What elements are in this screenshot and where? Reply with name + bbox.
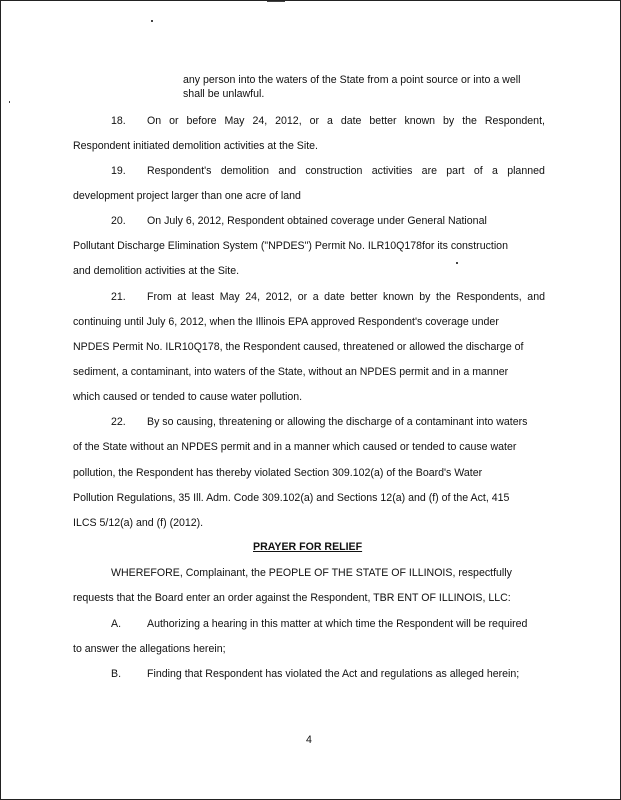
paragraph-number: 20. <box>111 215 126 227</box>
word: a <box>326 115 333 127</box>
relief-item-line: to answer the allegations herein; <box>73 643 226 655</box>
paragraph-line: Respondent initiated demolition activities at the Site. <box>73 140 318 152</box>
scan-speck <box>267 1 285 2</box>
paragraph-line <box>147 115 545 127</box>
word: date <box>340 115 362 127</box>
paragraph-number: 19. <box>111 165 126 177</box>
paragraph-number: 21. <box>111 291 126 303</box>
word: or <box>297 291 308 303</box>
word: and <box>278 165 297 177</box>
word: of <box>473 165 483 177</box>
word: a <box>312 291 319 303</box>
relief-item-letter: A. <box>111 618 122 630</box>
quote-line-2: shall be unlawful. <box>183 88 265 100</box>
word: known <box>383 291 414 303</box>
relief-item-letter: B. <box>111 668 122 680</box>
word: or <box>309 115 320 127</box>
paragraph-line: continuing until July 6, 2012, when the Illinois EPA approved Respondent's coverage under <box>73 316 499 328</box>
word: date <box>324 291 345 303</box>
paragraph-line: development project larger than one acre of land <box>73 190 301 202</box>
word: Respondent's <box>147 165 212 177</box>
word: May <box>224 115 245 127</box>
word: at <box>177 291 187 303</box>
word: Respondents, <box>456 291 522 303</box>
paragraph-number: 22. <box>111 416 126 428</box>
word: least <box>191 291 215 303</box>
word: construction <box>305 165 363 177</box>
word: better <box>369 115 397 127</box>
paragraph-line <box>147 165 545 177</box>
word: On <box>147 115 162 127</box>
word: demolition <box>220 165 270 177</box>
word: are <box>421 165 437 177</box>
word: 24, <box>252 115 268 127</box>
scan-speck <box>456 262 458 264</box>
paragraph-line: Pollution Regulations, 35 Ill. Adm. Code 309.102(a) and Sections 12(a) and (f) of the Act, 415 <box>73 492 510 504</box>
word: and <box>527 291 545 303</box>
word: May <box>219 291 240 303</box>
prayer-heading: PRAYER FOR RELIEF <box>253 541 363 553</box>
paragraph-line: and demolition activities at the Site. <box>73 265 240 277</box>
paragraph-line: ILCS 5/12(a) and (f) (2012). <box>73 517 204 529</box>
relief-item-line: Finding that Respondent has violated the Act and regulations as alleged herein; <box>147 668 520 680</box>
word: Respondent, <box>484 115 545 127</box>
word: the <box>462 115 477 127</box>
word: 24, <box>245 291 261 303</box>
scan-speck <box>151 20 153 22</box>
paragraph-line: On July 6, 2012, Respondent obtained coverage under General National <box>147 215 487 227</box>
paragraph-line: of the State without an NPDES permit and in a manner which caused or tended to cause water <box>73 441 517 453</box>
paragraph-line: NPDES Permit No. ILR10Q178, the Respondent caused, threatened or allowed the discharge of <box>73 341 524 353</box>
word: known <box>404 115 436 127</box>
word: the <box>436 291 451 303</box>
paragraph-number: 18. <box>111 115 126 127</box>
word: by <box>443 115 455 127</box>
word: From <box>147 291 172 303</box>
relief-item-line: Authorizing a hearing in this matter at which time the Respondent will be required <box>147 618 528 630</box>
word: a <box>491 165 498 177</box>
word: part <box>446 165 465 177</box>
page-number: 4 <box>306 734 312 746</box>
paragraph-line: which caused or tended to cause water pollution. <box>73 391 303 403</box>
prayer-intro-line: WHEREFORE, Complainant, the PEOPLE OF THE STATE OF ILLINOIS, respectfully <box>111 567 512 579</box>
scan-speck <box>9 101 10 103</box>
paragraph-line <box>147 291 545 303</box>
word: before <box>186 115 217 127</box>
paragraph-line: Pollutant Discharge Elimination System ("NPDES") Permit No. ILR10Q178for its construction <box>73 240 508 252</box>
word: 2012, <box>265 291 293 303</box>
paragraph-line: By so causing, threatening or allowing the discharge of a contaminant into waters <box>147 416 528 428</box>
word: 2012, <box>275 115 302 127</box>
paragraph-line: sediment, a contaminant, into waters of the State, without an NPDES permit and in a manner <box>73 366 509 378</box>
word: better <box>350 291 378 303</box>
word: or <box>169 115 179 127</box>
word: activities <box>371 165 413 177</box>
word: by <box>419 291 431 303</box>
paragraph-line: pollution, the Respondent has thereby violated Section 309.102(a) of the Board's Water <box>73 467 483 479</box>
prayer-intro-line: requests that the Board enter an order against the Respondent, TBR ENT OF ILLINOIS, LLC: <box>73 592 511 604</box>
quote-line-1: any person into the waters of the State from a point source or into a well <box>183 74 521 86</box>
word: planned <box>507 165 545 177</box>
